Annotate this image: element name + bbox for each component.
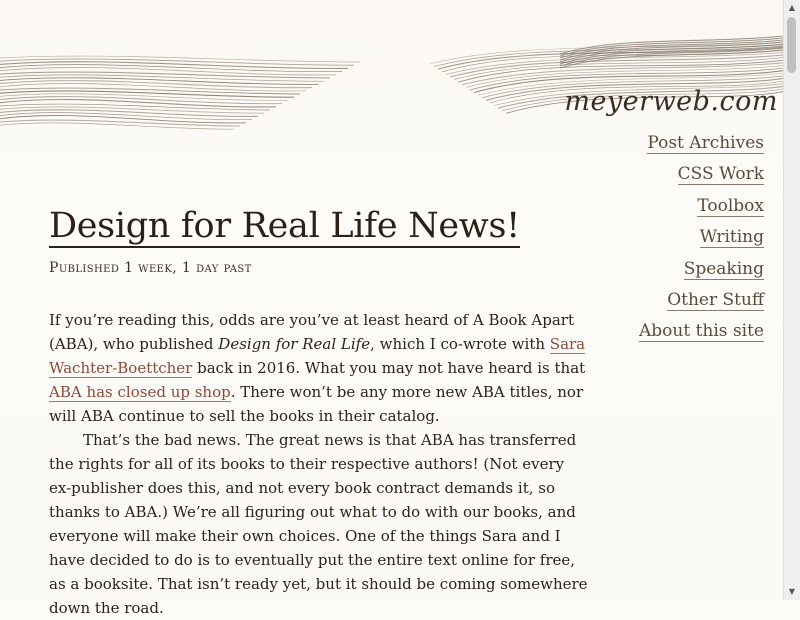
paragraph-text: back in 2016. What you may not have heard is that [192,359,586,377]
nav-item-toolbox [639,195,764,226]
nav-item-css-work [639,163,764,194]
post-body [49,308,589,620]
nav-item-speaking [639,258,764,289]
nav-link-writing[interactable]: Writing [699,227,764,248]
post-title [49,202,589,250]
site-title[interactable]: meyerweb.com [564,86,778,117]
paragraph-text: . There won’t be any more new ABA titles, nor will ABA continue to sell the books in their catalog. [49,383,584,425]
link-aba-closed[interactable]: ABA has closed up shop [49,383,231,401]
scroll-down-arrow-icon[interactable]: ▼ [788,587,796,596]
post-paragraph-2: That’s the bad news. The great news is that ABA has transferred the rights for all of its books to their respective authors! (Not every ex-publisher does this, and not every book contract demands it, so thanks to ABA.) We’re all figuring out what to do with our books, and everyone will make their own choices. One of the things Sara and I have decided to do is to eventually put the entire text online for free, as a booksite. That isn’t ready yet, but it should be coming somewhere down the road. [49,431,588,617]
nav-item-post-archives [639,132,764,163]
nav-item-about [639,320,764,351]
book-title: Design for Real Life [218,335,371,353]
paragraph-text: , which I co-wrote with [370,335,550,353]
post-meta: Published 1 week, 1 day past [49,260,252,276]
link-sara-wachter-boettcher[interactable]: Sara Wachter-Boettcher [49,335,586,377]
vertical-scrollbar[interactable] [783,0,800,600]
nav-link-about[interactable]: About this site [639,321,764,342]
nav-link-post-archives[interactable]: Post Archives [647,133,764,153]
paragraph-text: If you’re reading this, odds are you’ve at least heard of A Book Apart (ABA), who published [49,311,574,353]
post-title-link[interactable]: Design for Real Life News! [49,206,520,246]
nav-link-other-stuff[interactable]: Other Stuff [667,289,764,310]
nav-link-css-work[interactable]: CSS Work [677,164,764,185]
scroll-up-arrow-icon[interactable]: ▲ [788,3,796,12]
nav-link-speaking[interactable]: Speaking [683,258,764,279]
post-content [49,202,589,620]
scrollbar-thumb[interactable] [787,17,796,73]
nav-item-writing [639,226,764,257]
nav-link-toolbox[interactable]: Toolbox [697,195,764,216]
post-paragraph-1 [49,308,589,428]
nav-item-other-stuff [639,289,764,320]
site-nav [639,132,764,352]
